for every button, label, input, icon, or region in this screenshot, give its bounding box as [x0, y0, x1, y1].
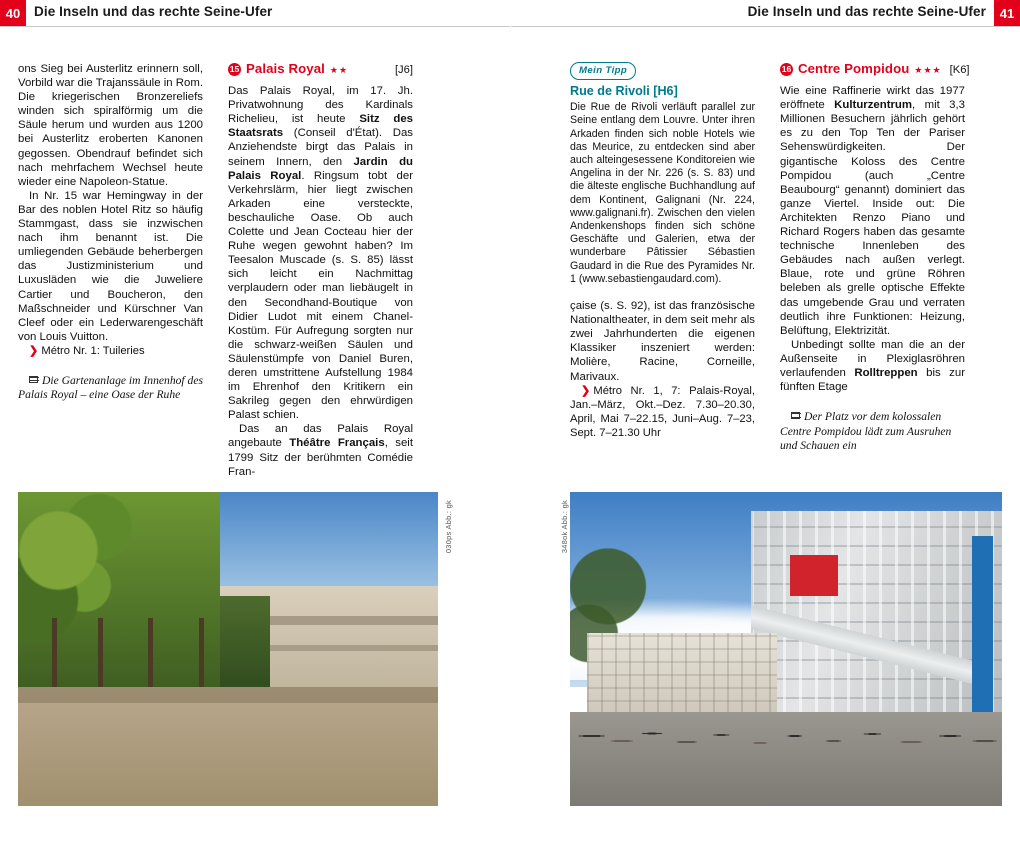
paragraph: Die Rue de Rivoli verläuft parallel zur Seine entlang dem Louvre. Unter ihren Arkaden finden sich noble Hotels wie das Meurice, zu entdecken sind aber auch alteingesessene Konditoreien wie Angelina in der Nr. 226 (s. S. 83) und die älteste englische Buchhandlung auf dem Kontinent, Galignani (Nr. 224, www.galignani.fr). Zwischen den vielen Andenkenshops finden sich schöne Geschäfte und Galerien, etwa der wunderbare Pâtissier Sébastien Gaudard in die Rue des Pyramides Nr. 1 (www.sebastiengaudard.com).: [570, 101, 755, 285]
map-reference: [K6]: [949, 64, 970, 76]
column-four: [780, 61, 970, 454]
photo-credit-right: 348ok Abb.: gk: [560, 500, 569, 554]
photo-palais-royal-garden: [18, 492, 438, 806]
rating-stars: ★★: [329, 65, 349, 75]
photo-tree-trunk: [148, 618, 153, 687]
text-run: . Ringsum tobt der Verkehrslärm, hier liegt zwischen Arkaden eine versteckte, beschauliche Oase. Ob auch Colette und Jean Cocteau hier der Ruhe wegen gewohnt haben? Im Teesalon Muscade (s. S. 85) lässt sich leicht ein Nachmittag verplaudern oder man liebäugelt in den Secondhand-Boutique von Didier Ludot mit einem Chanel-Kostüm. Für Aufregung sorgten nur die schwarz-weißen Säulen und Säulenstümpfe von Daniel Buren, deren umstrittene Aufstellung 1984 im Ehrenhof den Kritikern ein Sakrileg gegen den ehrwürdigen Palast schien.: [228, 169, 413, 422]
photo-red-element: [790, 555, 838, 596]
map-reference: [J6]: [394, 64, 413, 76]
text-run: Das Palais Royal, im 17. Jh. Privatwohnung des Kardinals Richelieu, ist heute: [228, 85, 413, 126]
photo-crowd: [570, 706, 1002, 756]
text-run: Das an das Palais Royal angebaute: [228, 423, 413, 450]
caption-text: Die Gartenanlage im Innenhof des Palais Royal – eine Oase der Ruhe: [18, 373, 203, 402]
photo-escalator-tube: [751, 580, 976, 718]
paragraph: ons Sieg bei Austerlitz erinnern soll, Vorbild war die Trajanssäule in Rom. Die kriegerischen Bronzereliefs winden sich spiralförmig um die Säule herum und wurden aus 1200 bei Austerlitz eroberten Kanonen gegossen. Obendrauf befindet sich nach mehrfachem Wechsel heute wieder eine Napoleon-Statue.: [18, 63, 203, 188]
paragraph: In Nr. 15 war Hemingway in der Bar des noblen Hotel Ritz so häufig Stammgast, dass sie inzwischen nach ihm benannt ist. Die umliegenden Gebäude beherbergen das Justizministerium und Luxusläden wie die Juweliere Cartier und Boucheron, den Maßschneider und Kürschner Van Cleef oder ein Lederwarengeschäft von Louis Vuitton.: [18, 189, 203, 343]
text-bold: Théâtre Français: [289, 437, 385, 450]
text-run: Wie eine Raffinerie wirkt das 1977 eröffnete: [780, 85, 965, 112]
camera-icon: [791, 412, 800, 419]
column-one: [18, 62, 203, 403]
text-bold: Kulturzentrum: [834, 99, 913, 112]
mein-tipp-badge: Mein Tipp: [570, 62, 636, 80]
photo-caption-pompidou: [780, 410, 965, 454]
section-title: Centre Pompidou: [798, 61, 910, 76]
paragraph: [780, 338, 965, 394]
page-spine: [510, 26, 511, 864]
paragraph: [780, 84, 965, 338]
paragraph: çaise (s. S. 92), ist das französische Nationaltheater, in dem seit mehr als zwei Jahrhunderten die eigenen Klassiker inszeniert werden: Molière, Racine, Corneille, Marivaux.: [570, 300, 755, 383]
running-head-left: Die Inseln und das rechte Seine-Ufer: [34, 4, 273, 19]
photo-blue-pipe: [972, 536, 994, 712]
text-run: (Conseil d'État). Das Anziehendste birgt das Palais in seinem Innern, den: [228, 127, 413, 168]
photo-credit-left: 030ps Abb.: gk: [444, 500, 453, 554]
text-run: , mit 3,3 Millionen Besuchern jährlich gehört es zu den Top Ten der Pariser Sehenswürdigkeiten. Der gigantische Koloss des Centre Pompidou (auch „Centre Beaubourg“ genannt) dominiert das ganze Viertel. Inside out: Die Architekten Renzo Piano und Richard Rogers haben das gesamte technische Innenleben des Gebäudes nach außen verlegt. Blaue, rote und grüne Röhren beleben als grelle optische Effekte das umgebende Grau und verraten deutlich ihre Funktionen: Heizung, Belüftung, Elektrizität.: [780, 99, 966, 337]
text-run: , seit 1799 Sitz der berühmten Comédie Fran-: [228, 437, 413, 478]
photo-tree-trunk: [199, 618, 204, 687]
caption-text: Der Platz vor dem kolossalen Centre Pompidou lädt zum Ausruhen und Schauen ein: [780, 410, 952, 453]
text-run: bis zur fünften Etage: [780, 366, 966, 394]
section-heading-palais-royal: [228, 62, 413, 77]
photo-tree-trunk: [52, 618, 57, 687]
arrow-icon: ❯: [29, 344, 39, 357]
text-bold: Sitz des Staatsrats: [228, 113, 413, 140]
running-head-right: Die Inseln und das rechte Seine-Ufer: [747, 4, 986, 19]
photo-gravel-ground: [18, 687, 438, 806]
metro-info-line: [18, 344, 203, 358]
tip-body: [570, 101, 755, 286]
photo-caption-palais-royal: [18, 374, 203, 403]
photo-centre-pompidou: [570, 492, 1002, 806]
metro-text: Métro Nr. 1, 7: Palais-Royal, Jan.–März, Okt.–Dez. 7.30–20.30, April, Mai 7–22.15, Juni–Aug. 7–23, Sept. 7–21.30 Uhr: [570, 384, 755, 439]
photo-surrounding-buildings: [587, 633, 777, 715]
photo-tree-trunk: [98, 618, 103, 687]
column-three: [570, 62, 755, 440]
section-heading-centre-pompidou: [780, 61, 970, 77]
text-bold: Jardin du Palais Royal: [228, 155, 413, 182]
column-two: [228, 62, 413, 479]
text-bold: Rolltreppen: [854, 366, 918, 379]
section-title: Palais Royal: [246, 61, 325, 76]
poi-number-badge: 15: [229, 64, 240, 74]
metro-text: Métro Nr. 1: Tuileries: [41, 344, 145, 357]
tip-title-rue-de-rivoli: Rue de Rivoli [H6]: [570, 84, 678, 99]
metro-info-line: [570, 384, 755, 440]
paragraph: [228, 422, 413, 478]
camera-icon: [29, 376, 38, 383]
folio-left: 40: [0, 0, 26, 26]
photo-trees: [18, 492, 220, 687]
paragraph: [228, 84, 413, 422]
arrow-icon: ❯: [581, 384, 591, 397]
folio-right: 41: [994, 0, 1020, 26]
text-run: Unbedingt sollte man die an der Außenseite in Plexiglasröhren verlaufenden: [780, 338, 965, 379]
page-header: [0, 0, 1020, 26]
poi-number-badge: 16: [781, 64, 792, 74]
rating-stars: ★★★: [914, 65, 942, 75]
